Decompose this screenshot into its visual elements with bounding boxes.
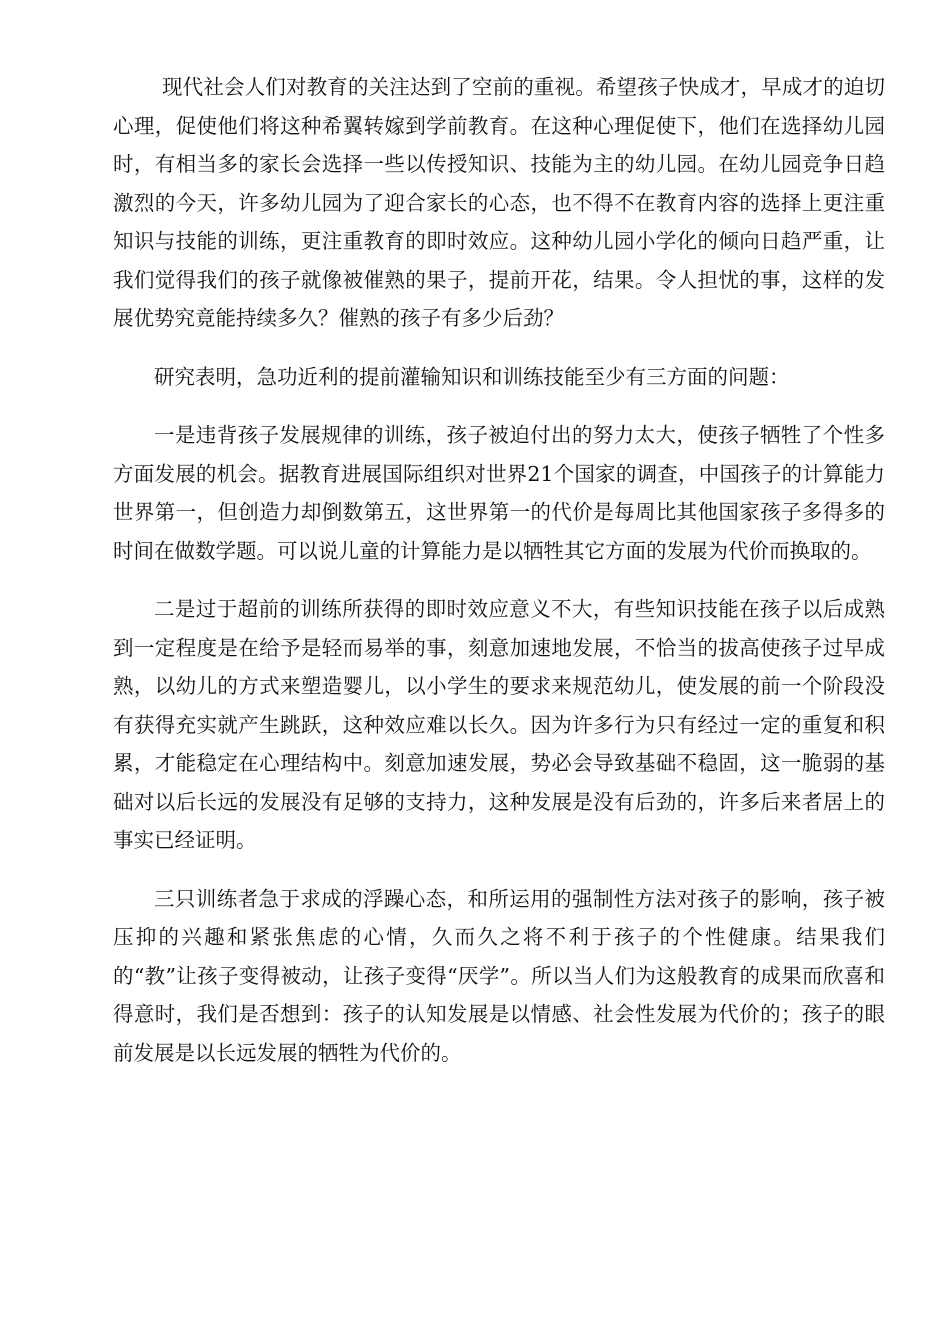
paragraph-intro: 现代社会人们对教育的关注达到了空前的重视。希望孩子快成才，早成才的迫切心理，促使他们将这种希翼转嫁到学前教育。在这种心理促使下，他们在选择幼儿园时，有相当多的家长会选择一些以传授知识、技能为主的幼儿园。在幼儿园竞争日趋激烈的今天，许多幼儿园为了迎合家长的心态，也不得不在教育内容的选择上更注重知识与技能的训练，更注重教育的即时效应。这种幼儿园小学化的倾向日趋严重，让我们觉得我们的孩子就像被催熟的果子，提前开花，结果。令人担忧的事，这样的发展优势究竟能持续多久？催熟的孩子有多少后劲？ (113, 75, 885, 330)
paragraph-research-summary: 研究表明，急功近利的提前灌输知识和训练技能至少有三方面的问题： (154, 364, 790, 389)
paragraph-problem-three: 三只训练者急于求成的浮躁心态，和所运用的强制性方法对孩子的影响，孩子被压抑的兴趣和紧张焦虑的心情，久而久之将不利于孩子的个性健康。结果我们的“教”让孩子变得被动，让孩子变得“厌学”。所以当人们为这般教育的成果而欣喜和得意时，我们是否想到：孩子的认知发展是以情感、社会性发展为代价的；孩子的眼前发展是以长远发展的牺牲为代价的。 (113, 886, 885, 1065)
paragraph-problem-two: 二是过于超前的训练所获得的即时效应意义不大，有些知识技能在孩子以后成熟到一定程度是在给予是轻而易举的事，刻意加速地发展，不恰当的拔高使孩子过早成熟，以幼儿的方式来塑造婴儿，以小学生的要求来规范幼儿，使发展的前一个阶段没有获得充实就产生跳跃，这种效应难以长久。因为许多行为只有经过一定的重复和积累，才能稳定在心理结构中。刻意加速发展，势必会导致基础不稳固，这一脆弱的基础对以后长远的发展没有足够的支持力，这种发展是没有后劲的，许多后来者居上的事实已经证明。 (113, 597, 885, 852)
paragraph-problem-one: 一是违背孩子发展规律的训练，孩子被迫付出的努力太大，使孩子牺牲了个性多方面发展的机会。据教育进展国际组织对世界21个国家的调查，中国孩子的计算能力世界第一，但创造力却倒数第五，这世界第一的代价是每周比其他国家孩子多得多的时间在做数学题。可以说儿童的计算能力是以牺牲其它方面的发展为代价而换取的。 (113, 423, 885, 563)
document-body (113, 68, 885, 1092)
